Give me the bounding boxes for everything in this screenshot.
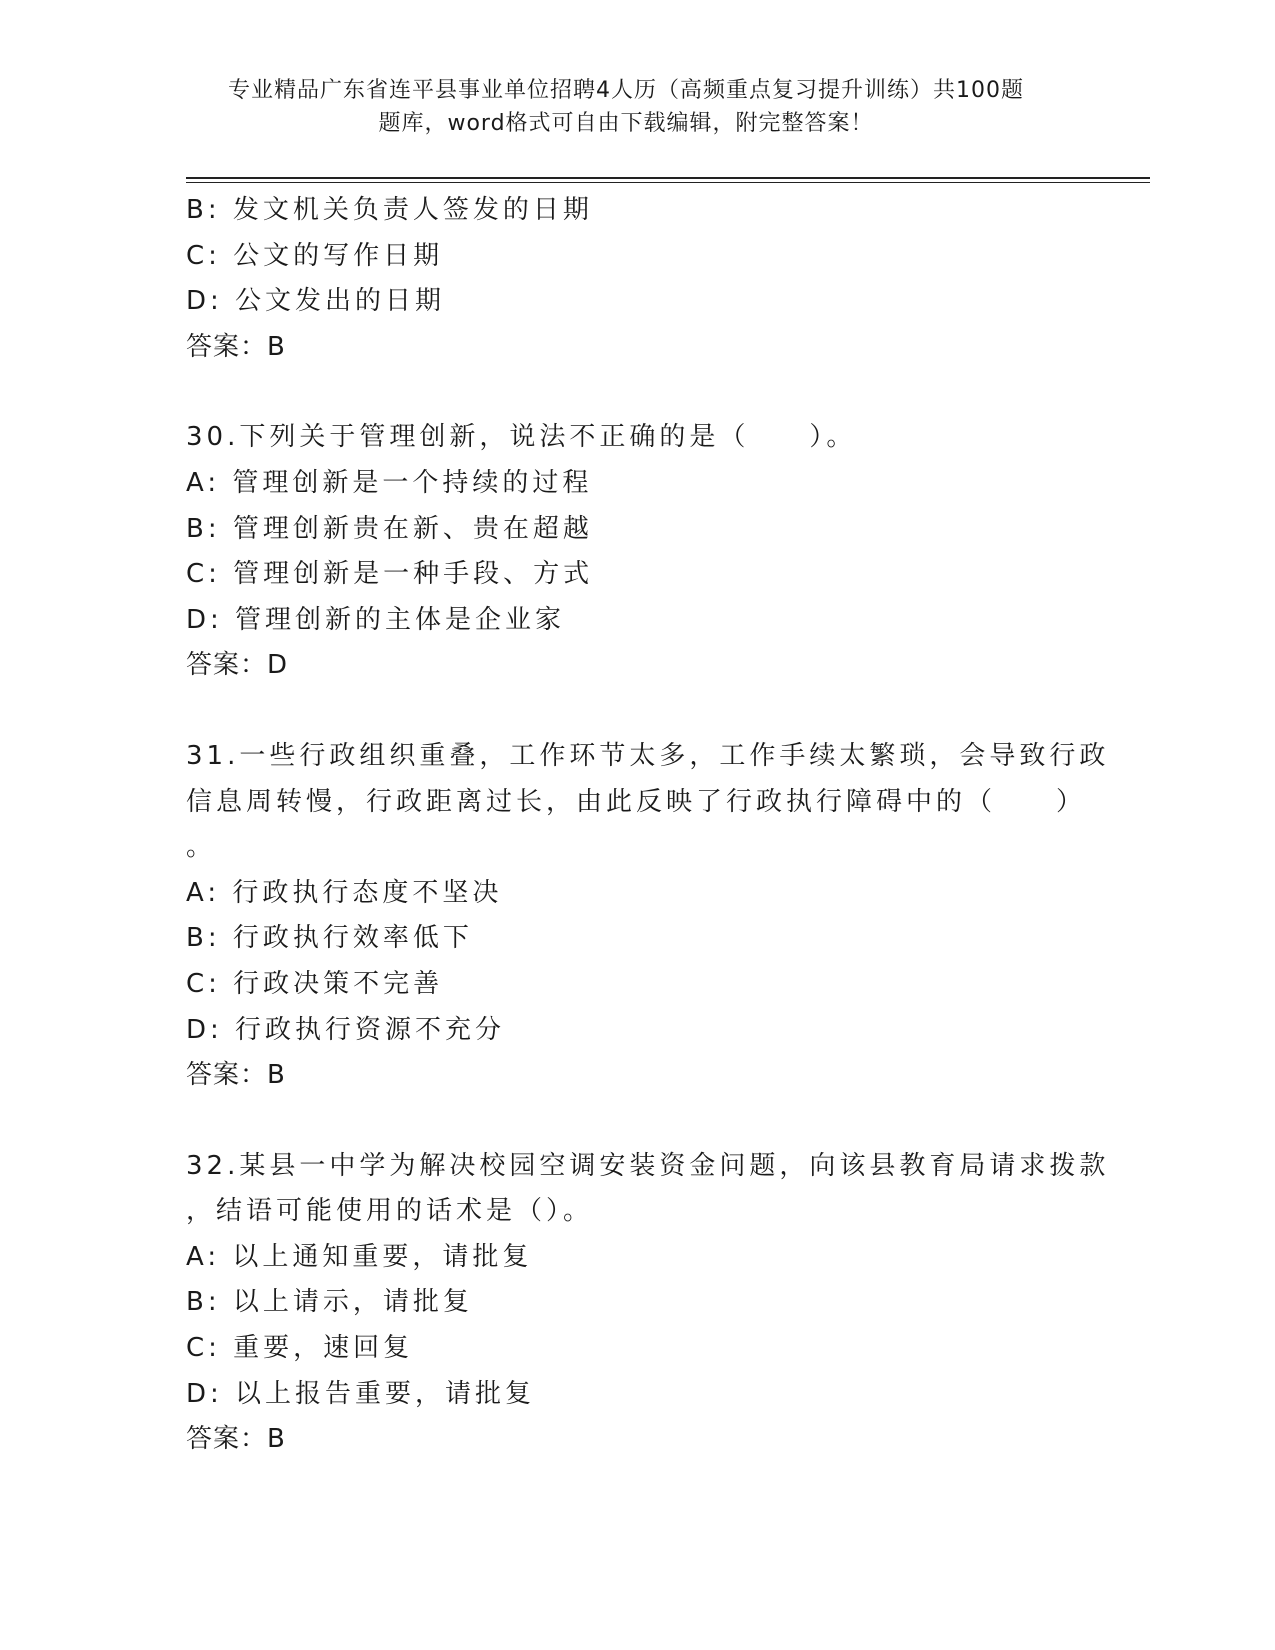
option-a: A: 管理创新是一个持续的过程 <box>186 467 593 498</box>
answer: 答案：B <box>186 1424 286 1455</box>
option-d: D: 管理创新的主体是企业家 <box>186 604 566 635</box>
question-text-line-2: 信息周转慢，行政距离过长，由此反映了行政执行障碍中的（ ） <box>186 786 1087 817</box>
question-text-line-1: 31.一些行政组织重叠，工作环节太多，工作手续太繁琐，会导致行政 <box>186 740 1110 771</box>
continued-question <box>186 188 1086 370</box>
answer: 答案：D <box>186 650 289 681</box>
option-b: B: 行政执行效率低下 <box>186 923 473 954</box>
option-c: C: 公文的写作日期 <box>186 240 444 271</box>
option-a: A: 行政执行态度不坚决 <box>186 877 503 908</box>
option-d: D: 行政执行资源不充分 <box>186 1014 506 1045</box>
header-line-1: 专业精品广东省连平县事业单位招聘4人历（高频重点复习提升训练）共100题 <box>228 78 1024 103</box>
option-d: D: 以上报告重要，请批复 <box>186 1378 536 1409</box>
answer: 答案：B <box>186 331 286 362</box>
answer: 答案：B <box>186 1060 286 1091</box>
question-text-line-1: 32.某县一中学为解决校园空调安装资金问题，向该县教育局请求拨款 <box>186 1150 1110 1181</box>
option-c: C: 管理创新是一种手段、方式 <box>186 559 594 590</box>
question-30 <box>186 415 1086 689</box>
question-32 <box>186 1144 1110 1463</box>
header-rule-thin <box>186 182 1150 183</box>
option-a: A: 以上通知重要，请批复 <box>186 1241 533 1272</box>
option-c: C: 重要，速回复 <box>186 1333 414 1364</box>
question-31 <box>186 734 1110 1099</box>
page-header <box>186 74 1066 140</box>
option-d: D: 公文发出的日期 <box>186 286 446 317</box>
question-text-line-3: 。 <box>186 832 217 863</box>
document-body <box>186 188 1110 1463</box>
question-text: 30.下列关于管理创新，说法不正确的是（ ）。 <box>186 422 857 453</box>
option-c: C: 行政决策不完善 <box>186 968 444 999</box>
option-b: B: 以上请示，请批复 <box>186 1287 473 1318</box>
question-text-line-2: ，结语可能使用的话术是（）。 <box>186 1196 594 1227</box>
header-line-2: 题库，word格式可自由下载编辑，附完整答案！ <box>378 111 874 136</box>
option-b: B: 管理创新贵在新、贵在超越 <box>186 513 593 544</box>
option-b: B: 发文机关负责人签发的日期 <box>186 195 593 225</box>
header-rule-thick <box>186 177 1150 179</box>
